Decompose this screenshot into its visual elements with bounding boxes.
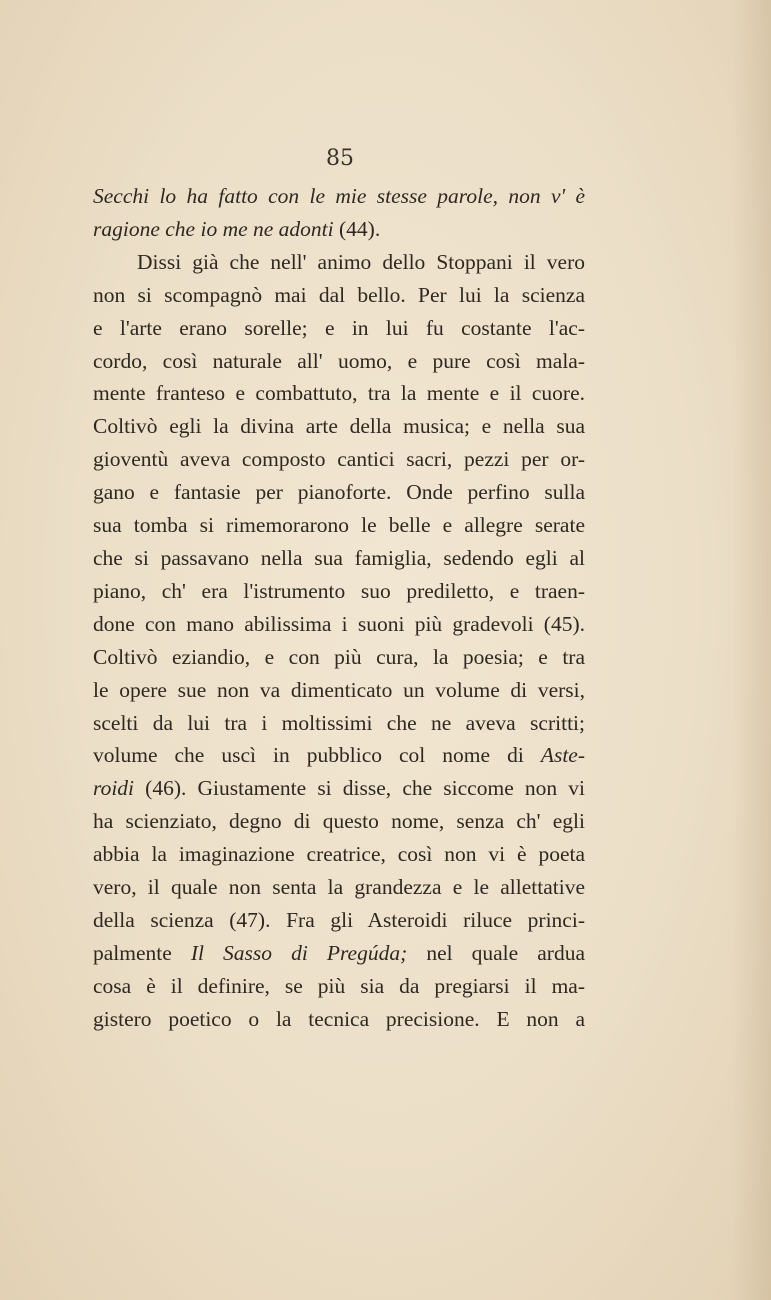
text-run: le opere sue non va dimenticato un volume di versi, — [93, 677, 585, 702]
text-line — [93, 871, 585, 904]
text-line — [93, 937, 585, 970]
page-number: 85 — [326, 146, 354, 171]
text-line — [93, 279, 585, 312]
text-line — [93, 707, 585, 740]
text-line — [93, 805, 585, 838]
text-run: della scienza (47). Fra gli Asteroidi riluce princi- — [93, 907, 585, 932]
italic-text: Aste- — [540, 743, 585, 768]
text-run: sua tomba si rimemorarono le belle e allegre serate — [93, 513, 585, 538]
text-run: Dissi già che nell' animo dello Stoppani il vero — [137, 249, 585, 274]
text-line — [93, 904, 585, 937]
text-run: cordo, così naturale all' uomo, e pure così mala- — [93, 348, 585, 373]
text-run: gioventù aveva composto cantici sacri, pezzi per or- — [93, 447, 585, 472]
italic-text: Il Sasso di Pregúda; — [190, 940, 408, 965]
text-line — [93, 476, 585, 509]
text-run: cosa è il definire, se più sia da pregiarsi il ma- — [93, 973, 585, 998]
text-run: palmente — [93, 940, 191, 965]
text-run: e l'arte erano sorelle; e in lui fu costante l'ac- — [93, 315, 585, 340]
text-line — [93, 542, 585, 575]
text-run: vero, il quale non senta la grandezza e le allettative — [93, 875, 585, 900]
italic-text: ragione che io me ne adonti — [93, 216, 334, 241]
italic-text: Secchi lo ha fatto con le mie stesse parole, non v' è — [93, 184, 585, 208]
page-edge-shadow — [731, 0, 771, 1300]
text-line — [93, 443, 585, 476]
text-run: Coltivò eziandio, e con più cura, la poesia; e tra — [93, 644, 585, 669]
italic-text: roidi — [93, 776, 135, 801]
text-line — [93, 246, 585, 279]
text-line — [93, 509, 585, 542]
text-run: mente franteso e combattuto, tra la mente e il cuore. — [93, 381, 585, 406]
body-text — [93, 180, 585, 1036]
text-run: che si passavano nella sua famiglia, sedendo egli al — [93, 545, 585, 570]
text-line — [93, 772, 585, 805]
text-run: done con mano abilissima i suoni più gradevoli (45). — [93, 611, 585, 636]
text-run: nel quale ardua — [407, 940, 585, 965]
text-line — [93, 377, 585, 410]
text-line — [93, 608, 585, 641]
text-run: Coltivò egli la divina arte della musica; e nella sua — [93, 414, 585, 439]
text-line — [93, 1003, 585, 1036]
text-run: gistero poetico o la tecnica precisione. E non a — [93, 1006, 585, 1031]
text-line — [93, 213, 585, 246]
text-line — [93, 575, 585, 608]
text-run: abbia la imaginazione creatrice, così non vi è poeta — [93, 842, 585, 867]
text-run: volume che uscì in pubblico col nome di — [93, 743, 541, 768]
text-line — [93, 674, 585, 707]
text-line — [93, 641, 585, 674]
text-line — [93, 838, 585, 871]
text-line — [93, 180, 585, 213]
text-line — [93, 345, 585, 378]
text-run: non si scompagnò mai dal bello. Per lui la scienza — [93, 282, 585, 307]
text-line — [93, 312, 585, 345]
text-line — [93, 970, 585, 1003]
text-run: ha scienziato, degno di questo nome, senza ch' egli — [93, 809, 585, 834]
text-run: piano, ch' era l'istrumento suo prediletto, e traen- — [93, 578, 585, 603]
text-run: scelti da lui tra i moltissimi che ne aveva scritti; — [93, 710, 585, 735]
text-run: gano e fantasie per pianoforte. Onde perfino sulla — [93, 480, 585, 505]
text-line — [93, 739, 585, 772]
text-run: (44). — [333, 216, 381, 241]
text-line — [93, 410, 585, 443]
text-run: (46). Giustamente si disse, che siccome non vi — [134, 776, 585, 801]
